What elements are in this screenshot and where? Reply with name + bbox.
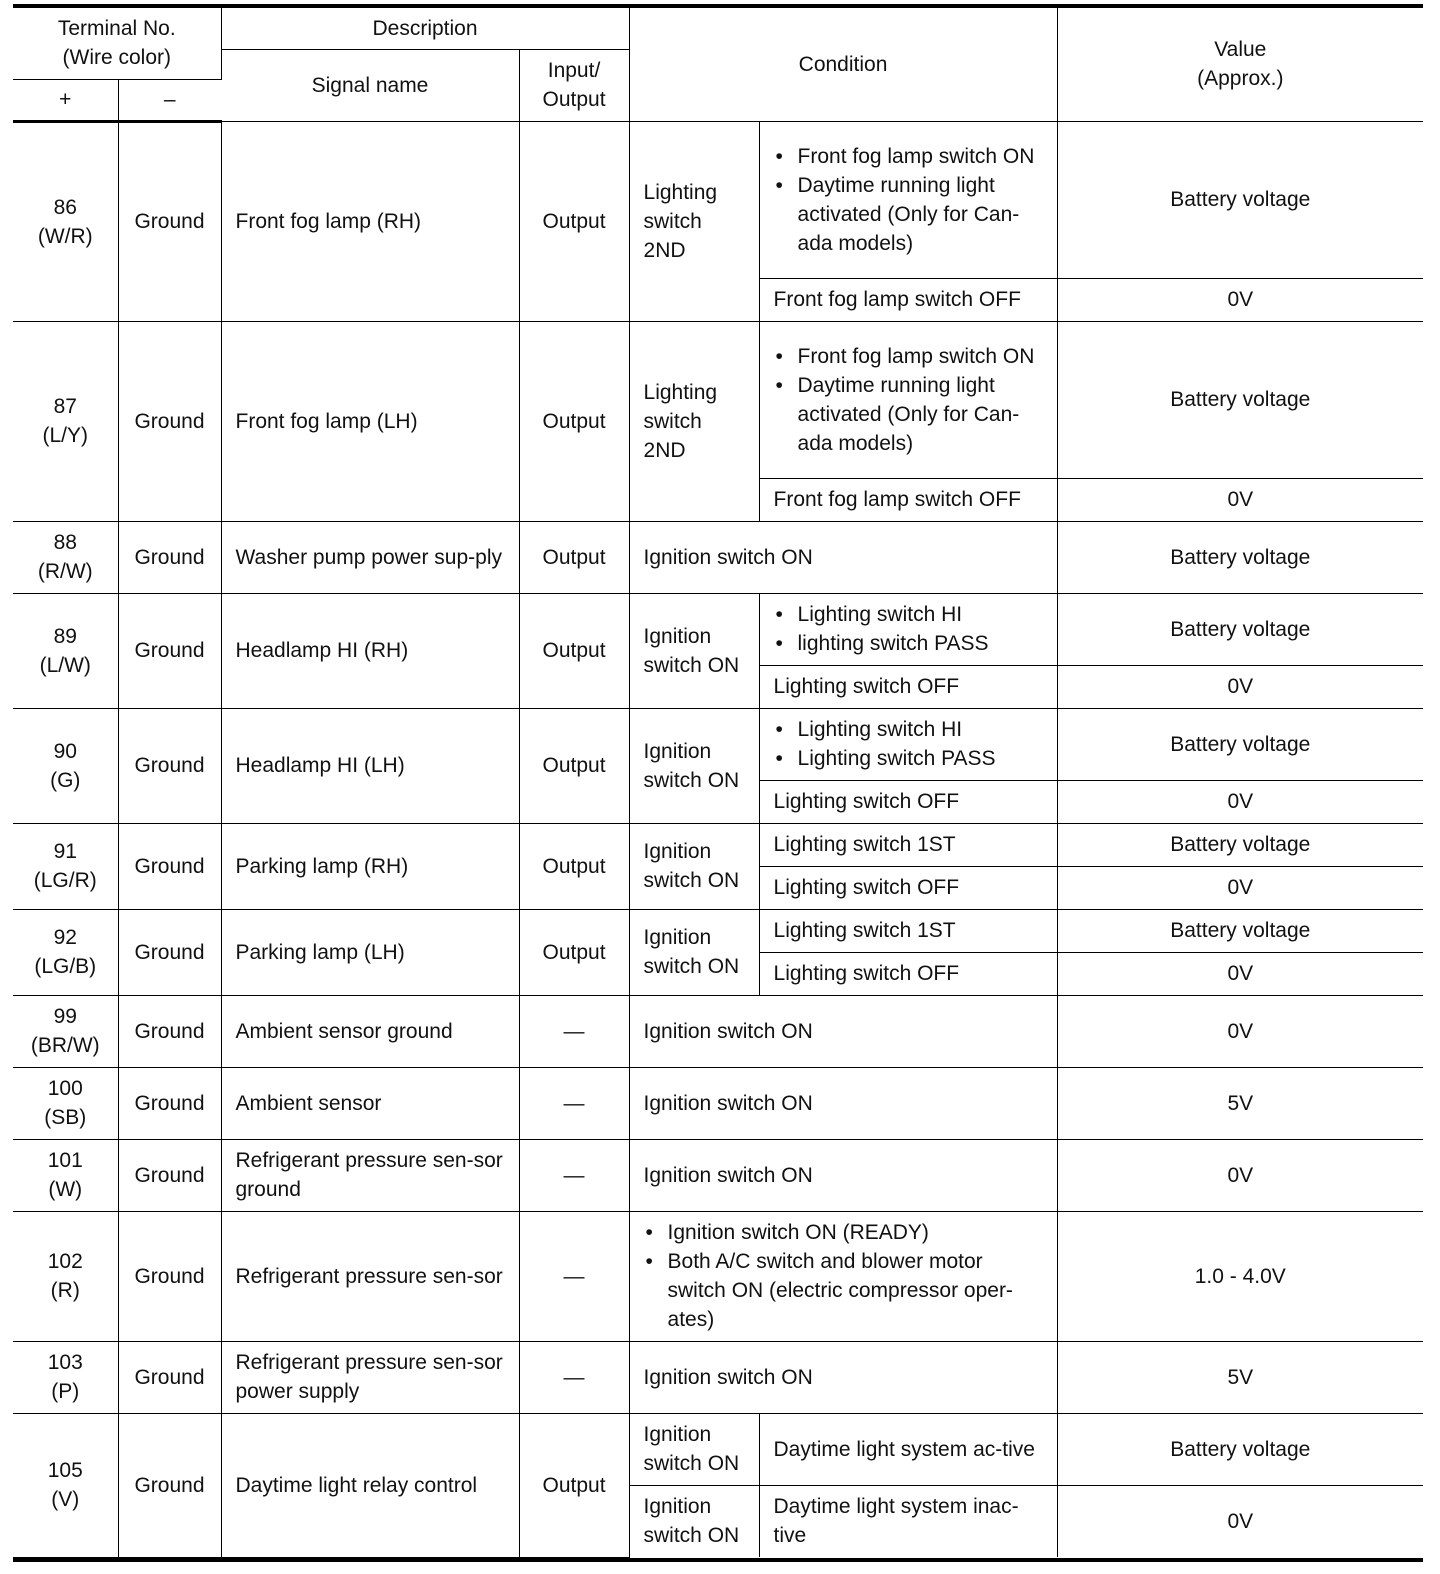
table-row <box>13 1139 1423 1211</box>
value-cell: 0V <box>1057 478 1423 521</box>
terminal-number: 87 <box>53 395 77 418</box>
terminal-no-header: Terminal No. (Wire color) <box>13 8 221 79</box>
table-row <box>13 1211 1423 1341</box>
plus-header: + <box>13 79 118 121</box>
io-cell: Output <box>519 909 629 995</box>
condition-detail-cell <box>759 321 1057 478</box>
value-cell: Battery voltage <box>1057 593 1423 665</box>
condition-detail-cell: Lighting switch OFF <box>759 952 1057 995</box>
terminal-cell <box>13 995 118 1067</box>
condition-cell: Ignition switch ON <box>629 1067 1057 1139</box>
table-row <box>13 1067 1423 1139</box>
terminal-cell <box>13 823 118 909</box>
bullet-list <box>774 600 1043 658</box>
value-header: Value (Approx.) <box>1057 8 1423 121</box>
signal-name-cell: Ambient sensor <box>221 1067 519 1139</box>
condition-header: Condition <box>629 8 1057 121</box>
bullet-item: • Lighting switch HI <box>774 600 1043 629</box>
minus-terminal-cell: Ground <box>118 995 221 1067</box>
minus-terminal-cell: Ground <box>118 1211 221 1341</box>
condition-detail-cell: Lighting switch 1ST <box>759 909 1057 952</box>
minus-terminal-cell: Ground <box>118 1413 221 1557</box>
bullet-item: • Both A/C switch and blower motor switch ON (electric compressor oper-ates) <box>644 1247 1043 1334</box>
value-cell: Battery voltage <box>1057 521 1423 593</box>
terminal-cell <box>13 521 118 593</box>
terminal-cell <box>13 1211 118 1341</box>
io-cell: — <box>519 1067 629 1139</box>
io-cell: Output <box>519 823 629 909</box>
condition-main-cell: Lighting switch 2ND <box>629 121 759 321</box>
condition-cell: Ignition switch ON <box>629 1341 1057 1413</box>
terminal-cell <box>13 593 118 708</box>
bullet-list <box>774 142 1043 258</box>
table-row <box>13 909 1423 952</box>
minus-terminal-cell: Ground <box>118 909 221 995</box>
value-cell: 0V <box>1057 1485 1423 1557</box>
minus-terminal-cell: Ground <box>118 823 221 909</box>
io-cell: — <box>519 1341 629 1413</box>
terminal-number: 86 <box>53 195 77 219</box>
value-cell: Battery voltage <box>1057 823 1423 866</box>
terminal-number: 100 <box>47 1077 83 1100</box>
table-row <box>13 1341 1423 1413</box>
minus-terminal-cell: Ground <box>118 708 221 823</box>
value-cell: 5V <box>1057 1341 1423 1413</box>
terminal-number: 88 <box>53 531 77 554</box>
terminal-cell <box>13 1413 118 1557</box>
wire-color: (L/W) <box>39 653 91 677</box>
wire-color: (V) <box>51 1488 80 1511</box>
value-cell: 5V <box>1057 1067 1423 1139</box>
signal-name-cell: Parking lamp (LH) <box>221 909 519 995</box>
terminal-cell <box>13 1341 118 1413</box>
value-cell: 1.0 - 4.0V <box>1057 1211 1423 1341</box>
bullet-item: • Ignition switch ON (READY) <box>644 1218 1043 1247</box>
wire-color: (R/W) <box>37 560 93 583</box>
bullet-item: • Lighting switch HI <box>774 715 1043 744</box>
bullet-item: • Front fog lamp switch ON <box>774 142 1043 171</box>
wire-color: (LG/R) <box>33 869 97 892</box>
terminal-number: 101 <box>47 1149 83 1172</box>
terminal-number: 103 <box>47 1351 83 1374</box>
terminal-cell <box>13 1139 118 1211</box>
signal-name-cell: Headlamp HI (LH) <box>221 708 519 823</box>
condition-detail-cell: Lighting switch 1ST <box>759 823 1057 866</box>
signal-name-cell: Washer pump power sup-ply <box>221 521 519 593</box>
value-cell: Battery voltage <box>1057 909 1423 952</box>
terminal-cell <box>13 1067 118 1139</box>
io-cell: Output <box>519 1413 629 1557</box>
condition-detail-cell <box>759 708 1057 780</box>
io-cell: Output <box>519 321 629 521</box>
bullet-list <box>774 715 1043 773</box>
condition-main-cell: Ignition switch ON <box>629 909 759 995</box>
bullet-list <box>774 342 1043 458</box>
condition-main-cell: Ignition switch ON <box>629 593 759 708</box>
signal-name-cell: Ambient sensor ground <box>221 995 519 1067</box>
signal-name-cell: Refrigerant pressure sen-sor <box>221 1211 519 1341</box>
condition-main-cell: Ignition switch ON <box>629 708 759 823</box>
signal-name-cell: Headlamp HI (RH) <box>221 593 519 708</box>
io-cell: Output <box>519 593 629 708</box>
condition-detail-cell <box>759 593 1057 665</box>
value-cell: 0V <box>1057 780 1423 823</box>
minus-header: – <box>118 79 221 121</box>
minus-terminal-cell: Ground <box>118 1067 221 1139</box>
minus-terminal-cell: Ground <box>118 321 221 521</box>
table-row <box>13 1413 1423 1485</box>
wire-color: (SB) <box>44 1106 87 1129</box>
minus-terminal-cell: Ground <box>118 1341 221 1413</box>
bullet-item: • Daytime running light activated (Only for Can-ada models) <box>774 371 1043 458</box>
condition-main-cell: Ignition switch ON <box>629 823 759 909</box>
condition-cell: Ignition switch ON <box>629 1139 1057 1211</box>
condition-cell <box>629 1211 1057 1341</box>
terminal-number: 99 <box>53 1005 77 1028</box>
terminal-number: 105 <box>47 1459 83 1482</box>
condition-main-cell: Lighting switch 2ND <box>629 321 759 521</box>
wire-color: (R) <box>50 1279 80 1302</box>
bullet-item: • Lighting switch PASS <box>774 744 1043 773</box>
minus-terminal-cell: Ground <box>118 121 221 321</box>
table-row <box>13 593 1423 665</box>
table-row <box>13 995 1423 1067</box>
terminal-cell <box>13 708 118 823</box>
bullet-item: • Front fog lamp switch ON <box>774 342 1043 371</box>
condition-detail-cell: Lighting switch OFF <box>759 665 1057 708</box>
wire-color: (L/Y) <box>42 424 88 447</box>
minus-terminal-cell: Ground <box>118 521 221 593</box>
signal-name-cell: Front fog lamp (LH) <box>221 321 519 521</box>
bullet-item: • Daytime running light activated (Only for Can-ada models) <box>774 171 1043 258</box>
wire-color: (W/R) <box>37 224 93 248</box>
io-cell: — <box>519 995 629 1067</box>
value-cell: 0V <box>1057 278 1423 321</box>
table-row <box>13 708 1423 780</box>
condition-detail-cell: Front fog lamp switch OFF <box>759 278 1057 321</box>
value-cell: 0V <box>1057 995 1423 1067</box>
signal-name-cell: Refrigerant pressure sen-sor ground <box>221 1139 519 1211</box>
terminal-number: 91 <box>53 840 77 863</box>
value-cell: 0V <box>1057 866 1423 909</box>
minus-terminal-cell: Ground <box>118 593 221 708</box>
condition-cell: Ignition switch ON <box>629 995 1057 1067</box>
terminal-number: 92 <box>53 926 77 949</box>
io-cell: — <box>519 1139 629 1211</box>
table-row <box>13 521 1423 593</box>
terminal-cell <box>13 321 118 521</box>
io-cell: Output <box>519 521 629 593</box>
condition-detail-cell: Daytime light system ac-tive <box>759 1413 1057 1485</box>
table-row <box>13 321 1423 478</box>
condition-main-cell: Ignition switch ON <box>629 1413 759 1485</box>
minus-terminal-cell: Ground <box>118 1139 221 1211</box>
terminal-cell <box>13 121 118 321</box>
value-cell: 0V <box>1057 952 1423 995</box>
wire-color: (BR/W) <box>30 1034 100 1057</box>
value-cell: Battery voltage <box>1057 121 1423 278</box>
condition-detail-cell: Daytime light system inac-tive <box>759 1485 1057 1557</box>
signal-name-cell: Front fog lamp (RH) <box>221 121 519 321</box>
value-cell: 0V <box>1057 665 1423 708</box>
signal-name-cell: Refrigerant pressure sen-sor power supply <box>221 1341 519 1413</box>
condition-main-cell: Ignition switch ON <box>629 1485 759 1557</box>
wire-color: (P) <box>51 1380 80 1403</box>
condition-detail-cell: Lighting switch OFF <box>759 866 1057 909</box>
terminal-number: 102 <box>47 1250 83 1273</box>
value-cell: Battery voltage <box>1057 708 1423 780</box>
signal-name-cell: Daytime light relay control <box>221 1413 519 1557</box>
signal-name-cell: Parking lamp (RH) <box>221 823 519 909</box>
terminal-cell <box>13 909 118 995</box>
wire-color: (G) <box>50 768 81 792</box>
bullet-item: • lighting switch PASS <box>774 629 1043 658</box>
bullet-list <box>644 1218 1043 1334</box>
value-cell: Battery voltage <box>1057 1413 1423 1485</box>
condition-detail-cell <box>759 121 1057 278</box>
description-header: Description <box>221 8 629 49</box>
wire-color: (LG/B) <box>34 955 97 978</box>
io-cell: — <box>519 1211 629 1341</box>
io-cell: Output <box>519 708 629 823</box>
condition-cell: Ignition switch ON <box>629 521 1057 593</box>
terminal-number: 90 <box>53 739 77 763</box>
terminal-number: 89 <box>53 624 77 648</box>
terminal-table <box>13 8 1423 1558</box>
value-cell: 0V <box>1057 1139 1423 1211</box>
table-row <box>13 823 1423 866</box>
terminal-table-sheet <box>13 4 1423 1562</box>
signal-name-header: Signal name <box>221 49 519 121</box>
io-header: Input/ Output <box>519 49 629 121</box>
condition-detail-cell: Front fog lamp switch OFF <box>759 478 1057 521</box>
value-cell: Battery voltage <box>1057 321 1423 478</box>
table-row <box>13 121 1423 278</box>
io-cell: Output <box>519 121 629 321</box>
wire-color: (W) <box>48 1178 83 1201</box>
condition-detail-cell: Lighting switch OFF <box>759 780 1057 823</box>
